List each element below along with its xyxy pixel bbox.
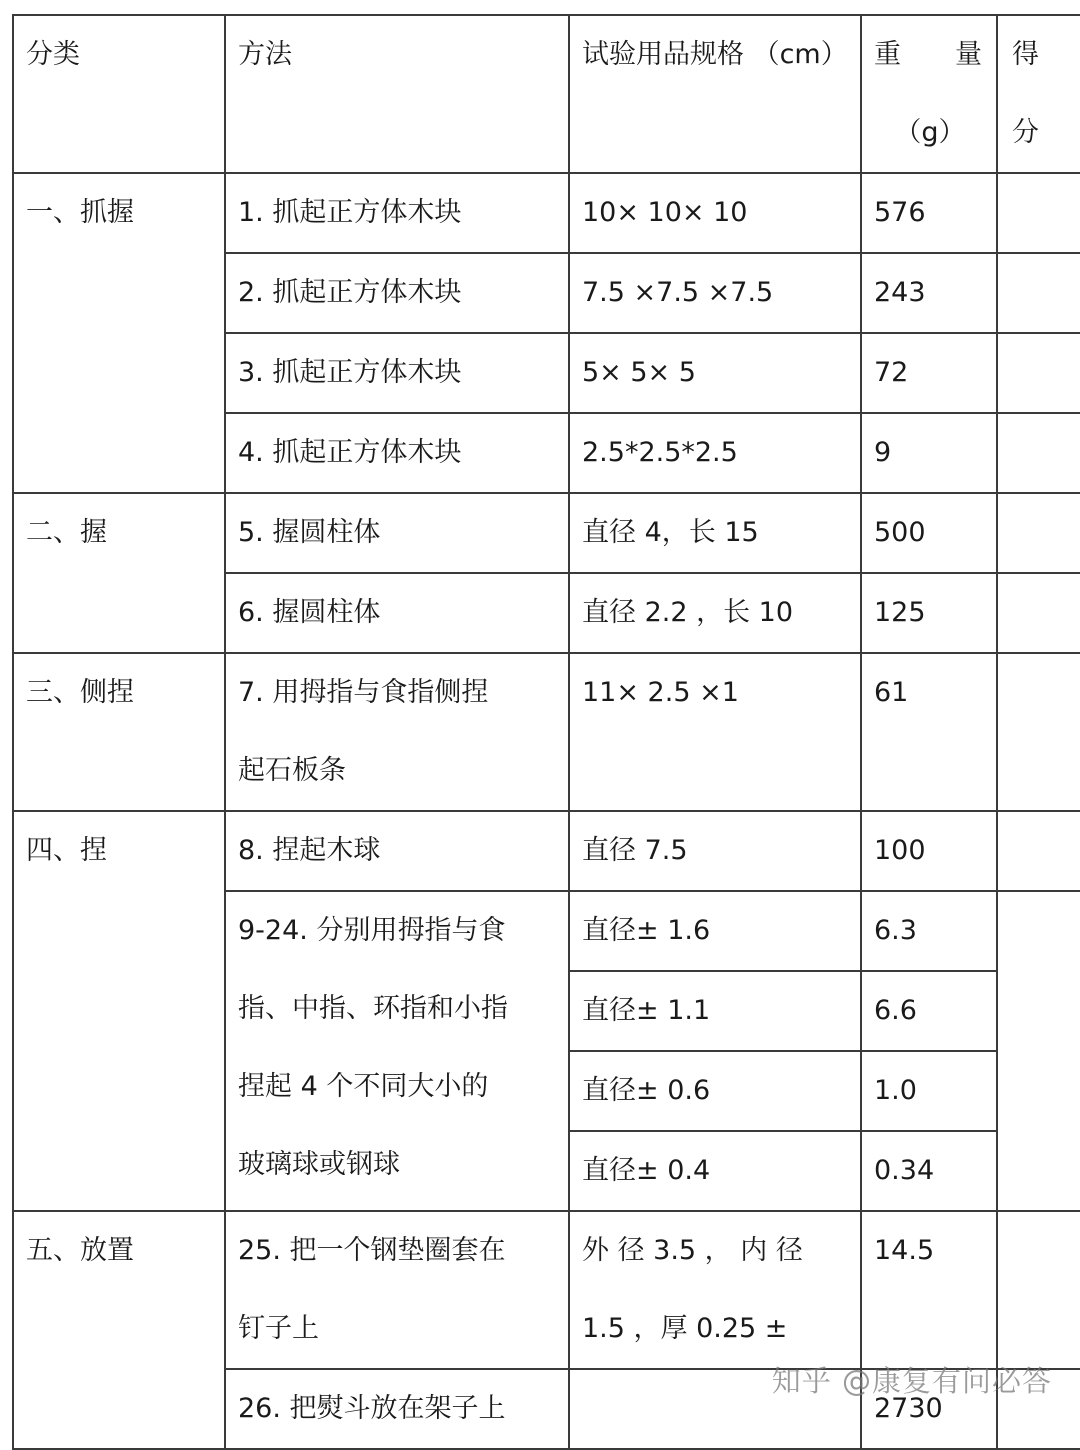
spec-cell: 直径± 0.4: [569, 1131, 861, 1211]
table-row: [13, 811, 1080, 891]
method-cell: 1. 抓起正方体木块: [225, 173, 569, 253]
watermark: 知乎 @康复有问必答: [771, 1364, 1052, 1398]
spec-cell: 外 径 3.5 ， 内 径 1.5 ，厚 0.25 ±: [569, 1211, 861, 1369]
weight-cell: 9: [861, 413, 997, 493]
weight-cell: 6.6: [861, 971, 997, 1051]
weight-cell: 0.34: [861, 1131, 997, 1211]
spec-cell: 直径± 1.1: [569, 971, 861, 1051]
method-cell: 7. 用拇指与食指侧捏 起石板条: [225, 653, 569, 811]
header-weight-label: 重 量: [874, 39, 982, 70]
table-row: [13, 1211, 1080, 1369]
method-cell: 3. 抓起正方体木块: [225, 333, 569, 413]
category-cell: 三、侧捏: [13, 653, 225, 811]
category-cell: 一、抓握: [13, 173, 225, 493]
method-cell: 4. 抓起正方体木块: [225, 413, 569, 493]
spec-cell: 5× 5× 5: [569, 333, 861, 413]
spec-cell: 11× 2.5 ×1: [569, 653, 861, 811]
weight-cell: 243: [861, 253, 997, 333]
score-cell[interactable]: [997, 891, 1080, 1211]
table-header-row: [13, 15, 1080, 173]
weight-cell: 14.5: [861, 1211, 997, 1369]
spec-cell: 直径± 1.6: [569, 891, 861, 971]
header-method: 方法: [225, 15, 569, 173]
assessment-table-container: [12, 14, 1080, 1450]
header-weight: [861, 15, 997, 173]
score-cell[interactable]: [997, 253, 1080, 333]
method-cell: 6. 握圆柱体: [225, 573, 569, 653]
header-score: 得 分: [997, 15, 1080, 173]
table-row: [13, 173, 1080, 253]
spec-cell: 直径 7.5: [569, 811, 861, 891]
weight-cell: 125: [861, 573, 997, 653]
score-cell[interactable]: [997, 173, 1080, 253]
weight-cell: 61: [861, 653, 997, 811]
spec-cell: 2.5*2.5*2.5: [569, 413, 861, 493]
spec-cell: 直径 4，长 15: [569, 493, 861, 573]
category-cell: 四、捏: [13, 811, 225, 1211]
category-cell: 二、握: [13, 493, 225, 653]
hand-function-test-table: [12, 14, 1080, 1450]
spec-cell: 直径 2.2 ，长 10: [569, 573, 861, 653]
table-row: [13, 653, 1080, 811]
table-row: [13, 493, 1080, 573]
score-cell[interactable]: [997, 493, 1080, 573]
score-cell[interactable]: [997, 1211, 1080, 1369]
method-cell: 25. 把一个钢垫圈套在 钉子上: [225, 1211, 569, 1369]
header-category: 分类: [13, 15, 225, 173]
weight-cell: 1.0: [861, 1051, 997, 1131]
spec-cell: 7.5 ×7.5 ×7.5: [569, 253, 861, 333]
weight-cell: 6.3: [861, 891, 997, 971]
method-cell: 5. 握圆柱体: [225, 493, 569, 573]
weight-cell: 500: [861, 493, 997, 573]
score-cell[interactable]: [997, 333, 1080, 413]
header-weight-unit: （g）: [894, 117, 966, 148]
method-cell: 9-24. 分别用拇指与食 指、中指、环指和小指 捏起 4 个不同大小的 玻璃球或钢球: [225, 891, 569, 1211]
score-cell[interactable]: [997, 653, 1080, 811]
category-cell: 五、放置: [13, 1211, 225, 1449]
weight-cell: 576: [861, 173, 997, 253]
score-cell[interactable]: [997, 413, 1080, 493]
method-cell: 26. 把熨斗放在架子上: [225, 1369, 569, 1449]
weight-cell: 2730: [861, 1369, 997, 1449]
weight-cell: 72: [861, 333, 997, 413]
weight-cell: 100: [861, 811, 997, 891]
spec-cell: 直径± 0.6: [569, 1051, 861, 1131]
method-cell: 8. 捏起木球: [225, 811, 569, 891]
method-cell: 2. 抓起正方体木块: [225, 253, 569, 333]
header-spec: 试验用品规格 （cm）: [569, 15, 861, 173]
score-cell[interactable]: [997, 811, 1080, 891]
score-cell[interactable]: [997, 573, 1080, 653]
spec-cell: 10× 10× 10: [569, 173, 861, 253]
